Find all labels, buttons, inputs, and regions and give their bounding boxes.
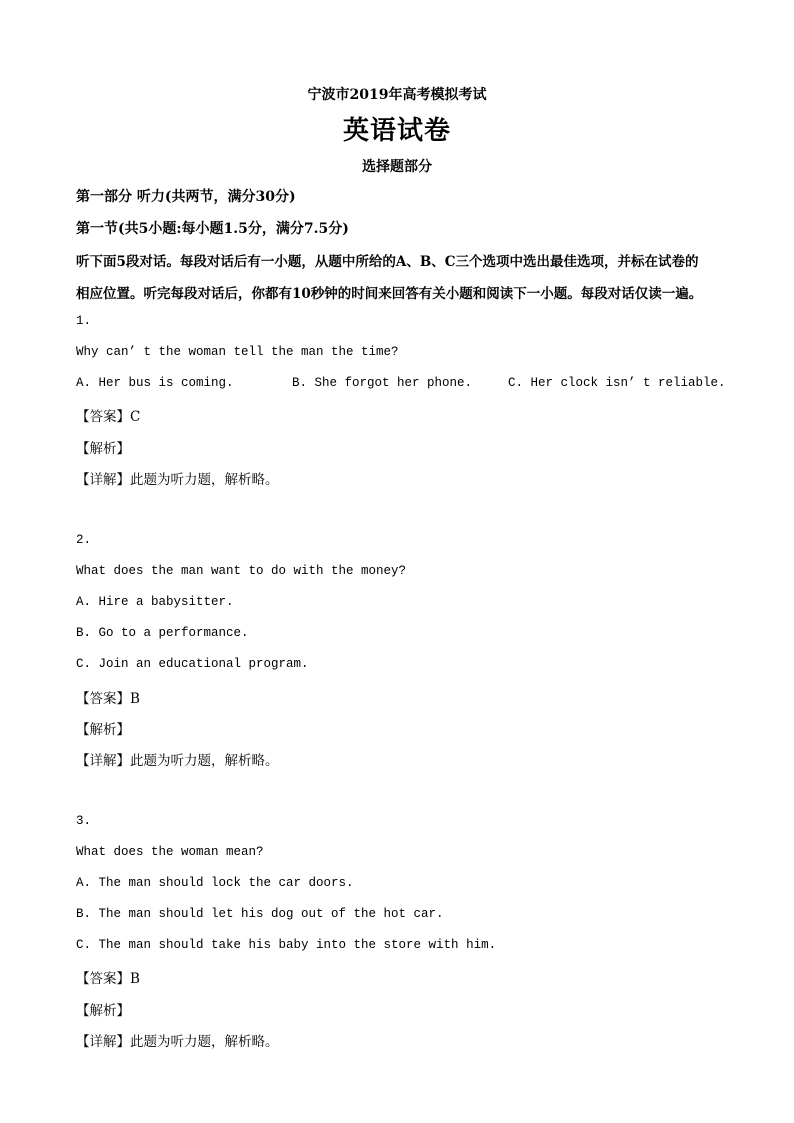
exam-subtitle: 宁波市2019年高考模拟考试: [307, 87, 487, 103]
option-a: A. Her bus is coming.: [76, 376, 234, 390]
question-stem: What does the man want to do with the money?: [76, 564, 407, 578]
analysis-label: 【解析】: [76, 441, 130, 457]
option-b: B. Go to a performance.: [76, 626, 249, 640]
analysis-label: 【解析】: [76, 1003, 130, 1019]
option-c: C. Join an educational program.: [76, 657, 309, 671]
option-c: C. The man should take his baby into the store with him.: [76, 938, 497, 952]
question-stem: What does the woman mean?: [76, 845, 264, 859]
answer-label: 【答案】B: [76, 691, 140, 707]
section-label: 选择题部分: [362, 159, 432, 175]
answer-label: 【答案】C: [76, 409, 141, 425]
section1-heading: 第一节(共5小题:每小题1.5分，满分7.5分): [76, 221, 349, 237]
question-number: 3.: [76, 814, 92, 828]
option-b: B. She forgot her phone.: [292, 376, 473, 390]
exam-title: 英语试卷: [342, 116, 451, 146]
answer-label: 【答案】B: [76, 971, 140, 987]
part1-heading: 第一部分 听力(共两节，满分30分): [76, 189, 296, 205]
detail-label: 【详解】此题为听力题，解析略。: [76, 753, 279, 769]
question-number: 2.: [76, 533, 92, 547]
question-stem: Why can’ t the woman tell the man the time?: [76, 345, 399, 359]
option-b: B. The man should let his dog out of the hot car.: [76, 907, 444, 921]
option-c: C. Her clock isn’ t reliable.: [508, 376, 726, 390]
question-number: 1.: [76, 314, 92, 328]
detail-label: 【详解】此题为听力题，解析略。: [76, 472, 279, 488]
instructions-line-2: 相应位置。听完每段对话后，你都有10秒钟的时间来回答有关小题和阅读下一小题。每段对话仅读一遍。: [76, 286, 703, 302]
detail-label: 【详解】此题为听力题，解析略。: [76, 1034, 279, 1050]
option-a: A. Hire a babysitter.: [76, 595, 234, 609]
analysis-label: 【解析】: [76, 722, 130, 738]
option-a: A. The man should lock the car doors.: [76, 876, 354, 890]
instructions-line-1: 听下面5段对话。每段对话后有一小题，从题中所给的A、B、C三个选项中选出最佳选项，并标在试卷的: [76, 254, 699, 270]
